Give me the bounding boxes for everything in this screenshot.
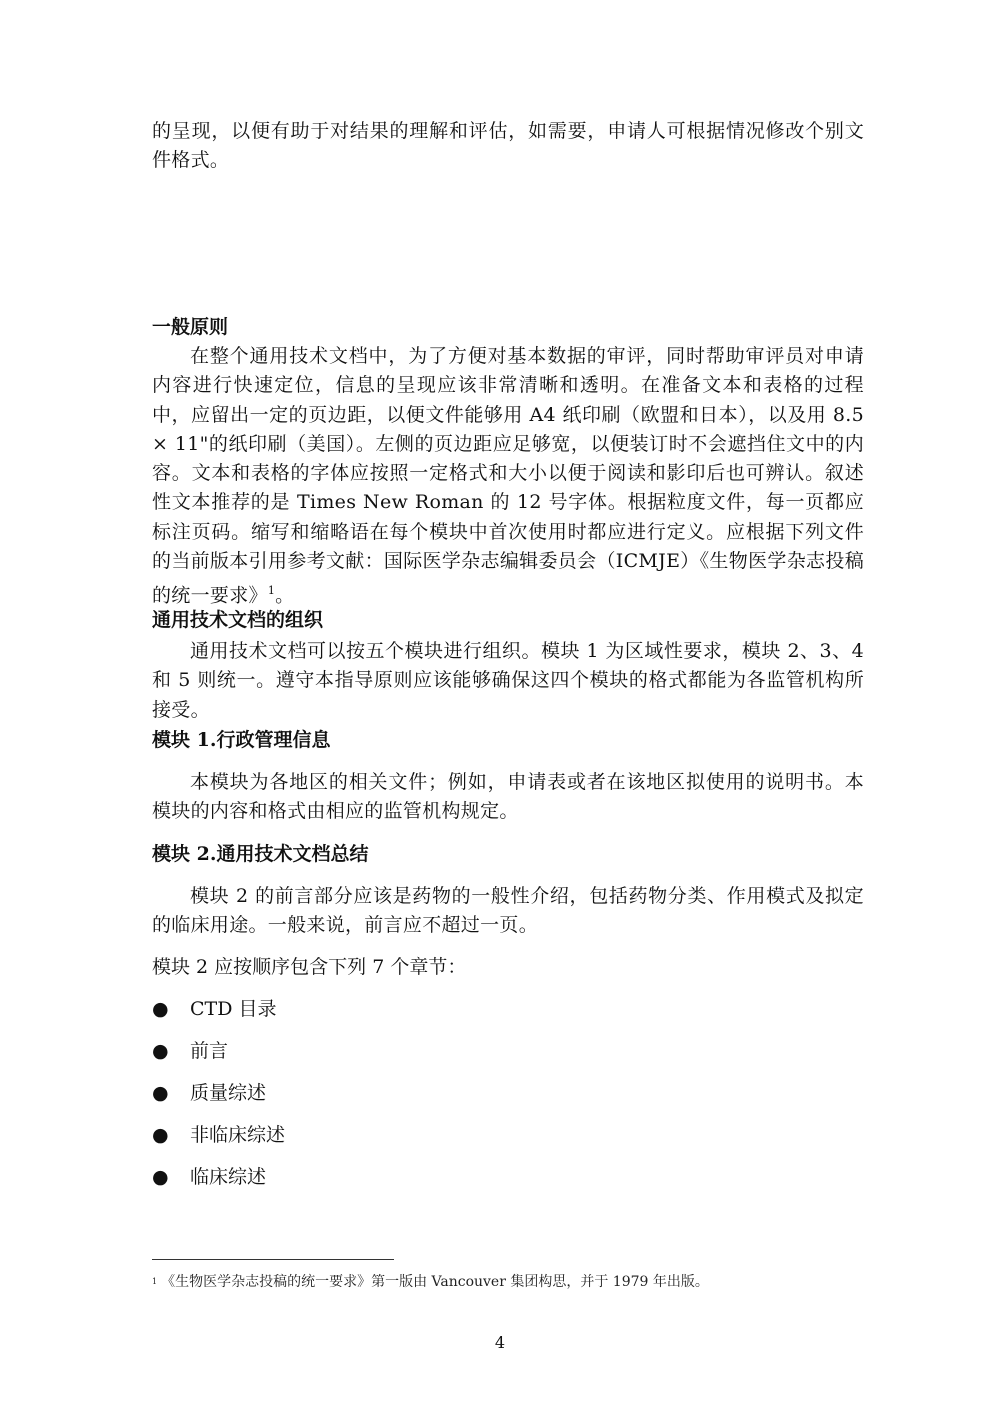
- heading-ctd-organization: 通用技术文档的组织: [152, 609, 324, 631]
- bullet-icon: ●: [152, 998, 169, 1020]
- footnote-reference[interactable]: 1: [267, 584, 276, 598]
- ctd-organization-paragraph: 通用技术文档可以按五个模块进行组织。模块 1 为区域性要求，模块 2、3、4 和 5 则统一。遵守本指导原则应该能够确保这四个模块的格式都能为各监管机构所接受。: [152, 640, 864, 721]
- module-2-paragraph: 模块 2 的前言部分应该是药物的一般性介绍，包括药物分类、作用模式及拟定的临床用途。一般来说，前言应不超过一页。: [152, 885, 864, 937]
- general-principles-tail: 。: [275, 584, 295, 607]
- intro-paragraph: 的呈现，以便有助于对结果的理解和评估，如需要，申请人可根据情况修改个别文件格式。: [152, 120, 864, 172]
- module-1-paragraph: 本模块为各地区的相关文件；例如，申请表或者在该地区拟使用的说明书。本模块的内容和格式由相应的监管机构规定。: [152, 771, 864, 823]
- bullet-icon: ●: [152, 1082, 169, 1104]
- module-2-chapter-list: [152, 995, 285, 1205]
- general-principles-text: 在整个通用技术文档中，为了方便对基本数据的审评，同时帮助审评员对申请内容进行快速定位，信息的呈现应该非常清晰和透明。在准备文本和表格的过程中，应留出一定的页边距，以便文件能够用 A4 纸印刷（欧盟和日本），以及用 8.5 × 11"的纸印刷（美国）。左侧的页边距应足够宽，以便装订时不会遮挡住文中的内容。文本和表格的字体应按照一定格式和大小以便于阅读和影印后也可辨认。叙述性文本推荐的是 Times New Roman 的 12 号字体。根据粒度文件，每一页都应标注页码。缩写和缩略语在每个模块中首次使用时都应进行定义。应根据下列文件的当前版本引用参考文献：国际医学杂志编辑委员会（ICMJE）《生物医学杂志投稿的统一要求》: [152, 345, 864, 607]
- footnote-mark: 1: [152, 1277, 158, 1286]
- heading-general-principles: 一般原则: [152, 316, 229, 338]
- list-item-label: 非临床综述: [190, 1124, 286, 1146]
- list-item-label: 质量综述: [190, 1082, 267, 1104]
- module-2-list-intro: 模块 2 应按顺序包含下列 7 个章节：: [152, 956, 467, 978]
- footnote: [152, 1272, 709, 1292]
- list-item: [152, 1037, 285, 1079]
- bullet-icon: ●: [152, 1166, 169, 1188]
- heading-module-1: 模块 1.行政管理信息: [152, 729, 331, 751]
- bullet-icon: ●: [152, 1124, 169, 1146]
- list-item-label: 前言: [190, 1040, 229, 1062]
- list-item: [152, 1079, 285, 1121]
- list-item: [152, 995, 285, 1037]
- heading-module-2: 模块 2.通用技术文档总结: [152, 843, 369, 865]
- footnote-text: 《生物医学杂志投稿的统一要求》第一版由 Vancouver 集团构思，并于 1979 年出版。: [161, 1274, 709, 1290]
- list-item-label: 临床综述: [190, 1166, 267, 1188]
- list-item: [152, 1163, 285, 1205]
- footnote-divider: [152, 1259, 394, 1260]
- list-item-label: CTD 目录: [190, 998, 277, 1020]
- page-number: 4: [494, 1333, 506, 1352]
- general-principles-paragraph: [152, 342, 864, 611]
- bullet-icon: ●: [152, 1040, 169, 1062]
- list-item: [152, 1121, 285, 1163]
